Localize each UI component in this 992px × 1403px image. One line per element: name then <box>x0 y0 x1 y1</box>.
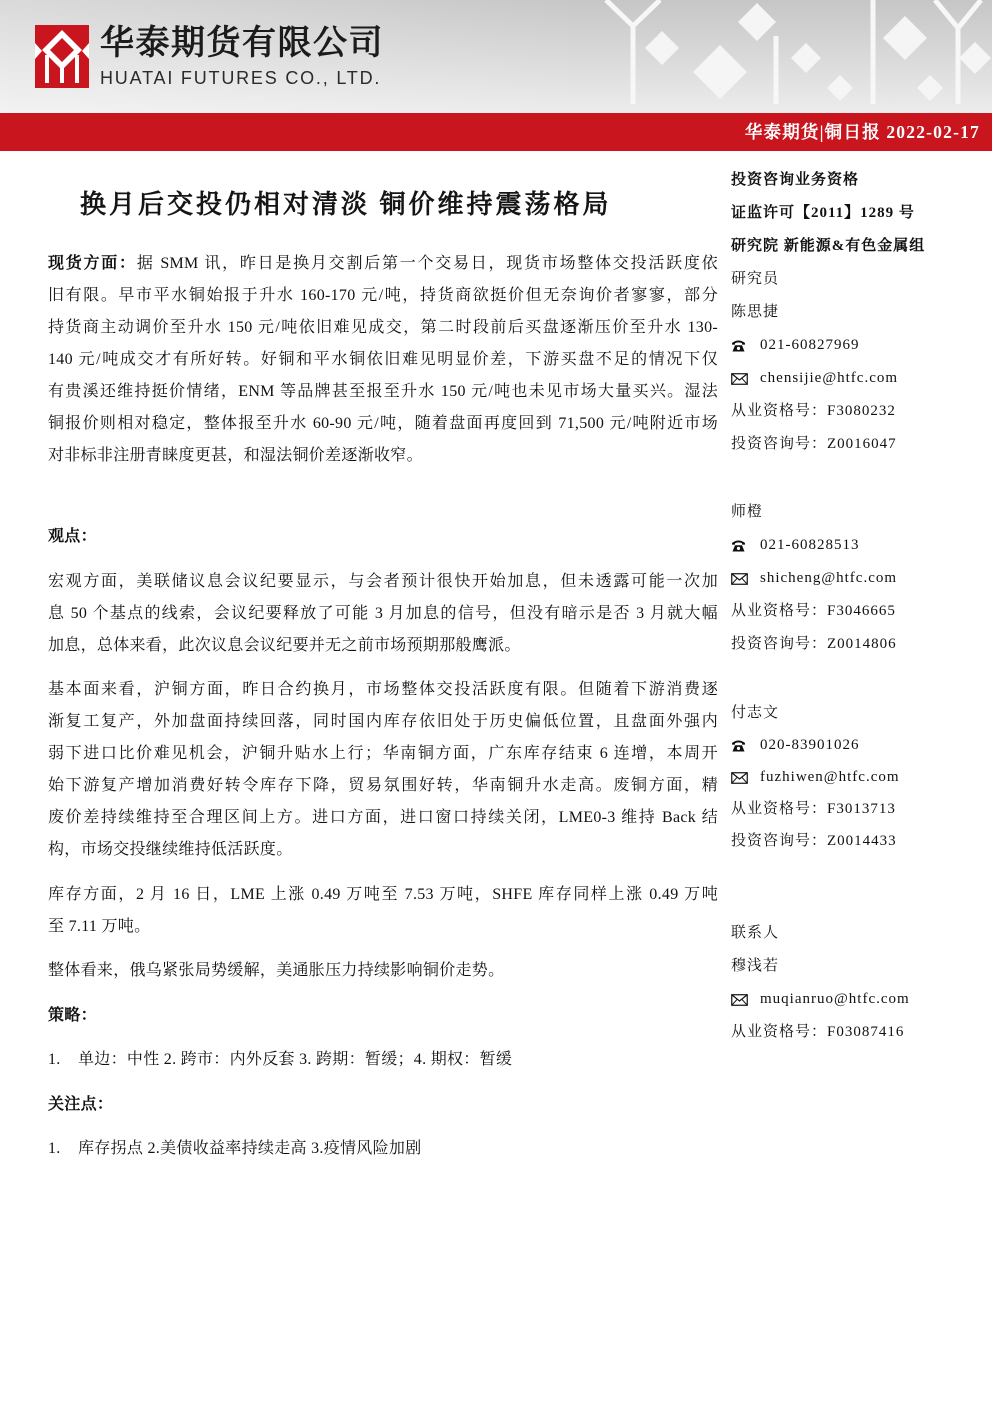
item-text: 单边：中性 2. 跨市：内外反套 3. 跨期：暂缓；4. 期权：暂缓 <box>78 1051 513 1068</box>
decor-diamond <box>791 43 821 73</box>
practice-license-row <box>731 395 986 428</box>
text-line: 对非标非注册青睐度更甚，和湿法铜价差逐渐收窄。 <box>48 447 423 464</box>
practice-label: 从业资格号： <box>731 603 828 619</box>
decor-diamond <box>917 75 943 101</box>
phone-number: 021-60828513 <box>760 537 860 553</box>
text-line: 持货商主动调价至升水 150 元/吨依旧难见成交，第二时段前后买盘逐渐压价至升水 130- <box>48 319 718 336</box>
text-line: 至 7.11 万吨。 <box>48 917 151 935</box>
report-type-bar <box>0 113 992 151</box>
researcher-name: 付志文 <box>731 705 780 721</box>
company-logo <box>35 25 89 88</box>
report-type-label: 华泰期货|铜日报 2022-02-17 <box>744 122 980 142</box>
decor-fork <box>606 0 660 26</box>
text-line: 整体看来，俄乌紧张局势缓解，美通胀压力持续影响铜价走势。 <box>48 962 505 979</box>
advisory-label: 投资咨询号： <box>731 636 828 652</box>
email-icon <box>731 373 760 385</box>
email-address: shicheng@htfc.com <box>760 570 898 586</box>
text-line: 宏观方面，美联储议息会议纪要显示，与会者预计很快开始加息，但未透露可能一次加 <box>48 572 718 590</box>
practice-number: F3013713 <box>827 801 896 817</box>
contact-name: 穆浅若 <box>731 958 780 974</box>
company-name-cn: 华泰期货有限公司 <box>100 24 384 62</box>
decor-diamond <box>693 45 747 99</box>
item-number: 1. <box>48 1140 61 1157</box>
text-line: 废价差持续维持至合理区间上方。进口方面，进口窗口持续关闭，LME0-3 维持 Back 结 <box>48 809 718 826</box>
phone-icon <box>731 339 760 352</box>
practice-license-row <box>731 793 986 825</box>
text-line: 渐复工复产，外加盘面持续回落，同时国内库存依旧处于历史偏低位置，且盘面外强内 <box>48 713 718 730</box>
macro-paragraph <box>48 566 718 662</box>
focus-heading: 关注点： <box>48 1095 114 1113</box>
advisory-number: Z0014806 <box>827 636 897 652</box>
phone-number: 021-60827969 <box>760 337 860 353</box>
email-icon <box>731 994 760 1006</box>
practice-license-row <box>731 1016 986 1049</box>
text-line: 铜报价则相对稳定，整体报至升水 60-90 元/吨，随着盘面再度回到 71,500 元/吨附近市场 <box>48 415 718 432</box>
decor-diamond <box>645 31 679 65</box>
phone-row <box>731 329 986 362</box>
advisory-label: 投资咨询号： <box>731 833 828 849</box>
practice-license-row <box>731 595 986 628</box>
phone-row <box>731 529 986 562</box>
text-line: 旧有限。早市平水铜始报于升水 160-170 元/吨，持货商欲挺价但无奈询价者寥寥，部分 <box>48 287 718 304</box>
fundamentals-paragraph <box>48 674 718 866</box>
decor-fork <box>935 0 981 28</box>
inventory-paragraph <box>48 879 718 943</box>
email-address: chensijie@htfc.com <box>760 370 899 386</box>
text-line: 弱下进口比价难见机会，沪铜升贴水上行；华南铜方面，广东库存结束 6 连增，本周开 <box>48 745 718 762</box>
decor-diamond <box>883 16 927 60</box>
decor-diamond <box>959 42 991 74</box>
email-row <box>731 562 986 595</box>
text-line: 库存方面，2 月 16 日，LME 上涨 0.49 万吨至 7.53 万吨，SHFE 库存同样上涨 0.49 万吨 <box>48 885 718 903</box>
text-line: 140 元/吨成交才有所好转。好铜和平水铜依旧难见明显价差，下游买盘不足的情况下仅 <box>48 351 718 368</box>
phone-number: 020-83901026 <box>760 737 860 753</box>
advisory-license-row <box>731 825 986 857</box>
researcher-label: 研究员 <box>731 271 780 287</box>
practice-label: 从业资格号： <box>731 801 828 817</box>
advisory-label: 投资咨询号： <box>731 436 828 452</box>
text-line: 始下游复产增加消费好转令库存下降，贸易氛围好转，华南铜升水走高。废铜方面，精 <box>48 777 718 794</box>
report-body <box>48 248 718 1165</box>
text-line <box>48 248 718 280</box>
text-line: 基本面来看，沪铜方面，昨日合约换月，市场整体交投活跃度有限。但随着下游消费逐 <box>48 681 718 698</box>
text-run: 据 SMM 讯，昨日是换月交割后第一个交易日，现货市场整体交投活跃度依 <box>136 255 718 272</box>
advisory-license-row <box>731 628 986 661</box>
email-row <box>731 761 986 793</box>
sidebar-researcher-group <box>731 697 986 857</box>
practice-label: 从业资格号： <box>731 1024 828 1040</box>
strategy-item <box>48 1044 718 1076</box>
email-icon <box>731 772 760 784</box>
decor-diamond <box>738 3 776 41</box>
text-line: 构，市场交投继续维持低活跃度。 <box>48 841 293 858</box>
logo-pillar <box>60 65 64 83</box>
researcher-name: 陈思捷 <box>731 304 780 320</box>
email-address: muqianruo@htfc.com <box>760 991 910 1007</box>
text-line: 加息，总体来看，此次议息会议纪要并无之前市场预期那般鹰派。 <box>48 636 521 654</box>
report-header <box>0 0 992 113</box>
company-name-en: HUATAI FUTURES CO., LTD. <box>100 68 382 88</box>
sidebar-qualification-group <box>731 164 986 461</box>
practice-number: F3046665 <box>827 603 896 619</box>
email-icon <box>731 573 760 585</box>
advisory-number: Z0016047 <box>827 436 897 452</box>
email-row <box>731 983 986 1016</box>
decor-diamond <box>827 75 853 101</box>
logo-pillar <box>45 55 49 83</box>
department-name: 研究院 新能源&有色金属组 <box>731 238 926 254</box>
phone-row <box>731 729 986 761</box>
report-title: 换月后交投仍相对清淡 铜价维持震荡格局 <box>80 190 612 219</box>
text-line: 息 50 个基点的线索，会议纪要释放了可能 3 月加息的信号，但没有暗示是否 3 月就大幅 <box>48 604 718 622</box>
email-row <box>731 362 986 395</box>
strategy-heading: 策略： <box>48 1006 97 1024</box>
logo-pillar <box>75 55 79 83</box>
phone-icon <box>731 539 760 552</box>
practice-label: 从业资格号： <box>731 403 828 419</box>
practice-number: F3080232 <box>827 403 896 419</box>
focus-item <box>48 1133 718 1165</box>
practice-number: F03087416 <box>827 1024 905 1040</box>
sidebar-contact-group <box>731 917 986 1049</box>
qualification-title: 投资咨询业务资格 <box>731 172 860 188</box>
phone-icon <box>731 739 760 752</box>
researcher-name: 师橙 <box>731 504 764 520</box>
contact-label: 联系人 <box>731 925 780 941</box>
view-heading: 观点： <box>48 528 97 545</box>
advisory-license-row <box>731 428 986 461</box>
spot-market-paragraph <box>48 248 718 472</box>
advisory-number: Z0014433 <box>827 833 897 849</box>
spot-heading: 现货方面： <box>48 255 137 272</box>
email-address: fuzhiwen@htfc.com <box>760 769 900 785</box>
overall-paragraph <box>48 955 718 987</box>
item-text: 库存拐点 2.美债收益率持续走高 3.疫情风险加剧 <box>78 1140 422 1157</box>
sidebar-researcher-group <box>731 496 986 661</box>
text-line: 有贵溪还维持挺价情绪，ENM 等品牌甚至报至升水 150 元/吨也未见市场大量买兴。湿法 <box>48 383 718 400</box>
license-number: 证监许可【2011】1289 号 <box>731 205 915 221</box>
item-number: 1. <box>48 1051 61 1068</box>
